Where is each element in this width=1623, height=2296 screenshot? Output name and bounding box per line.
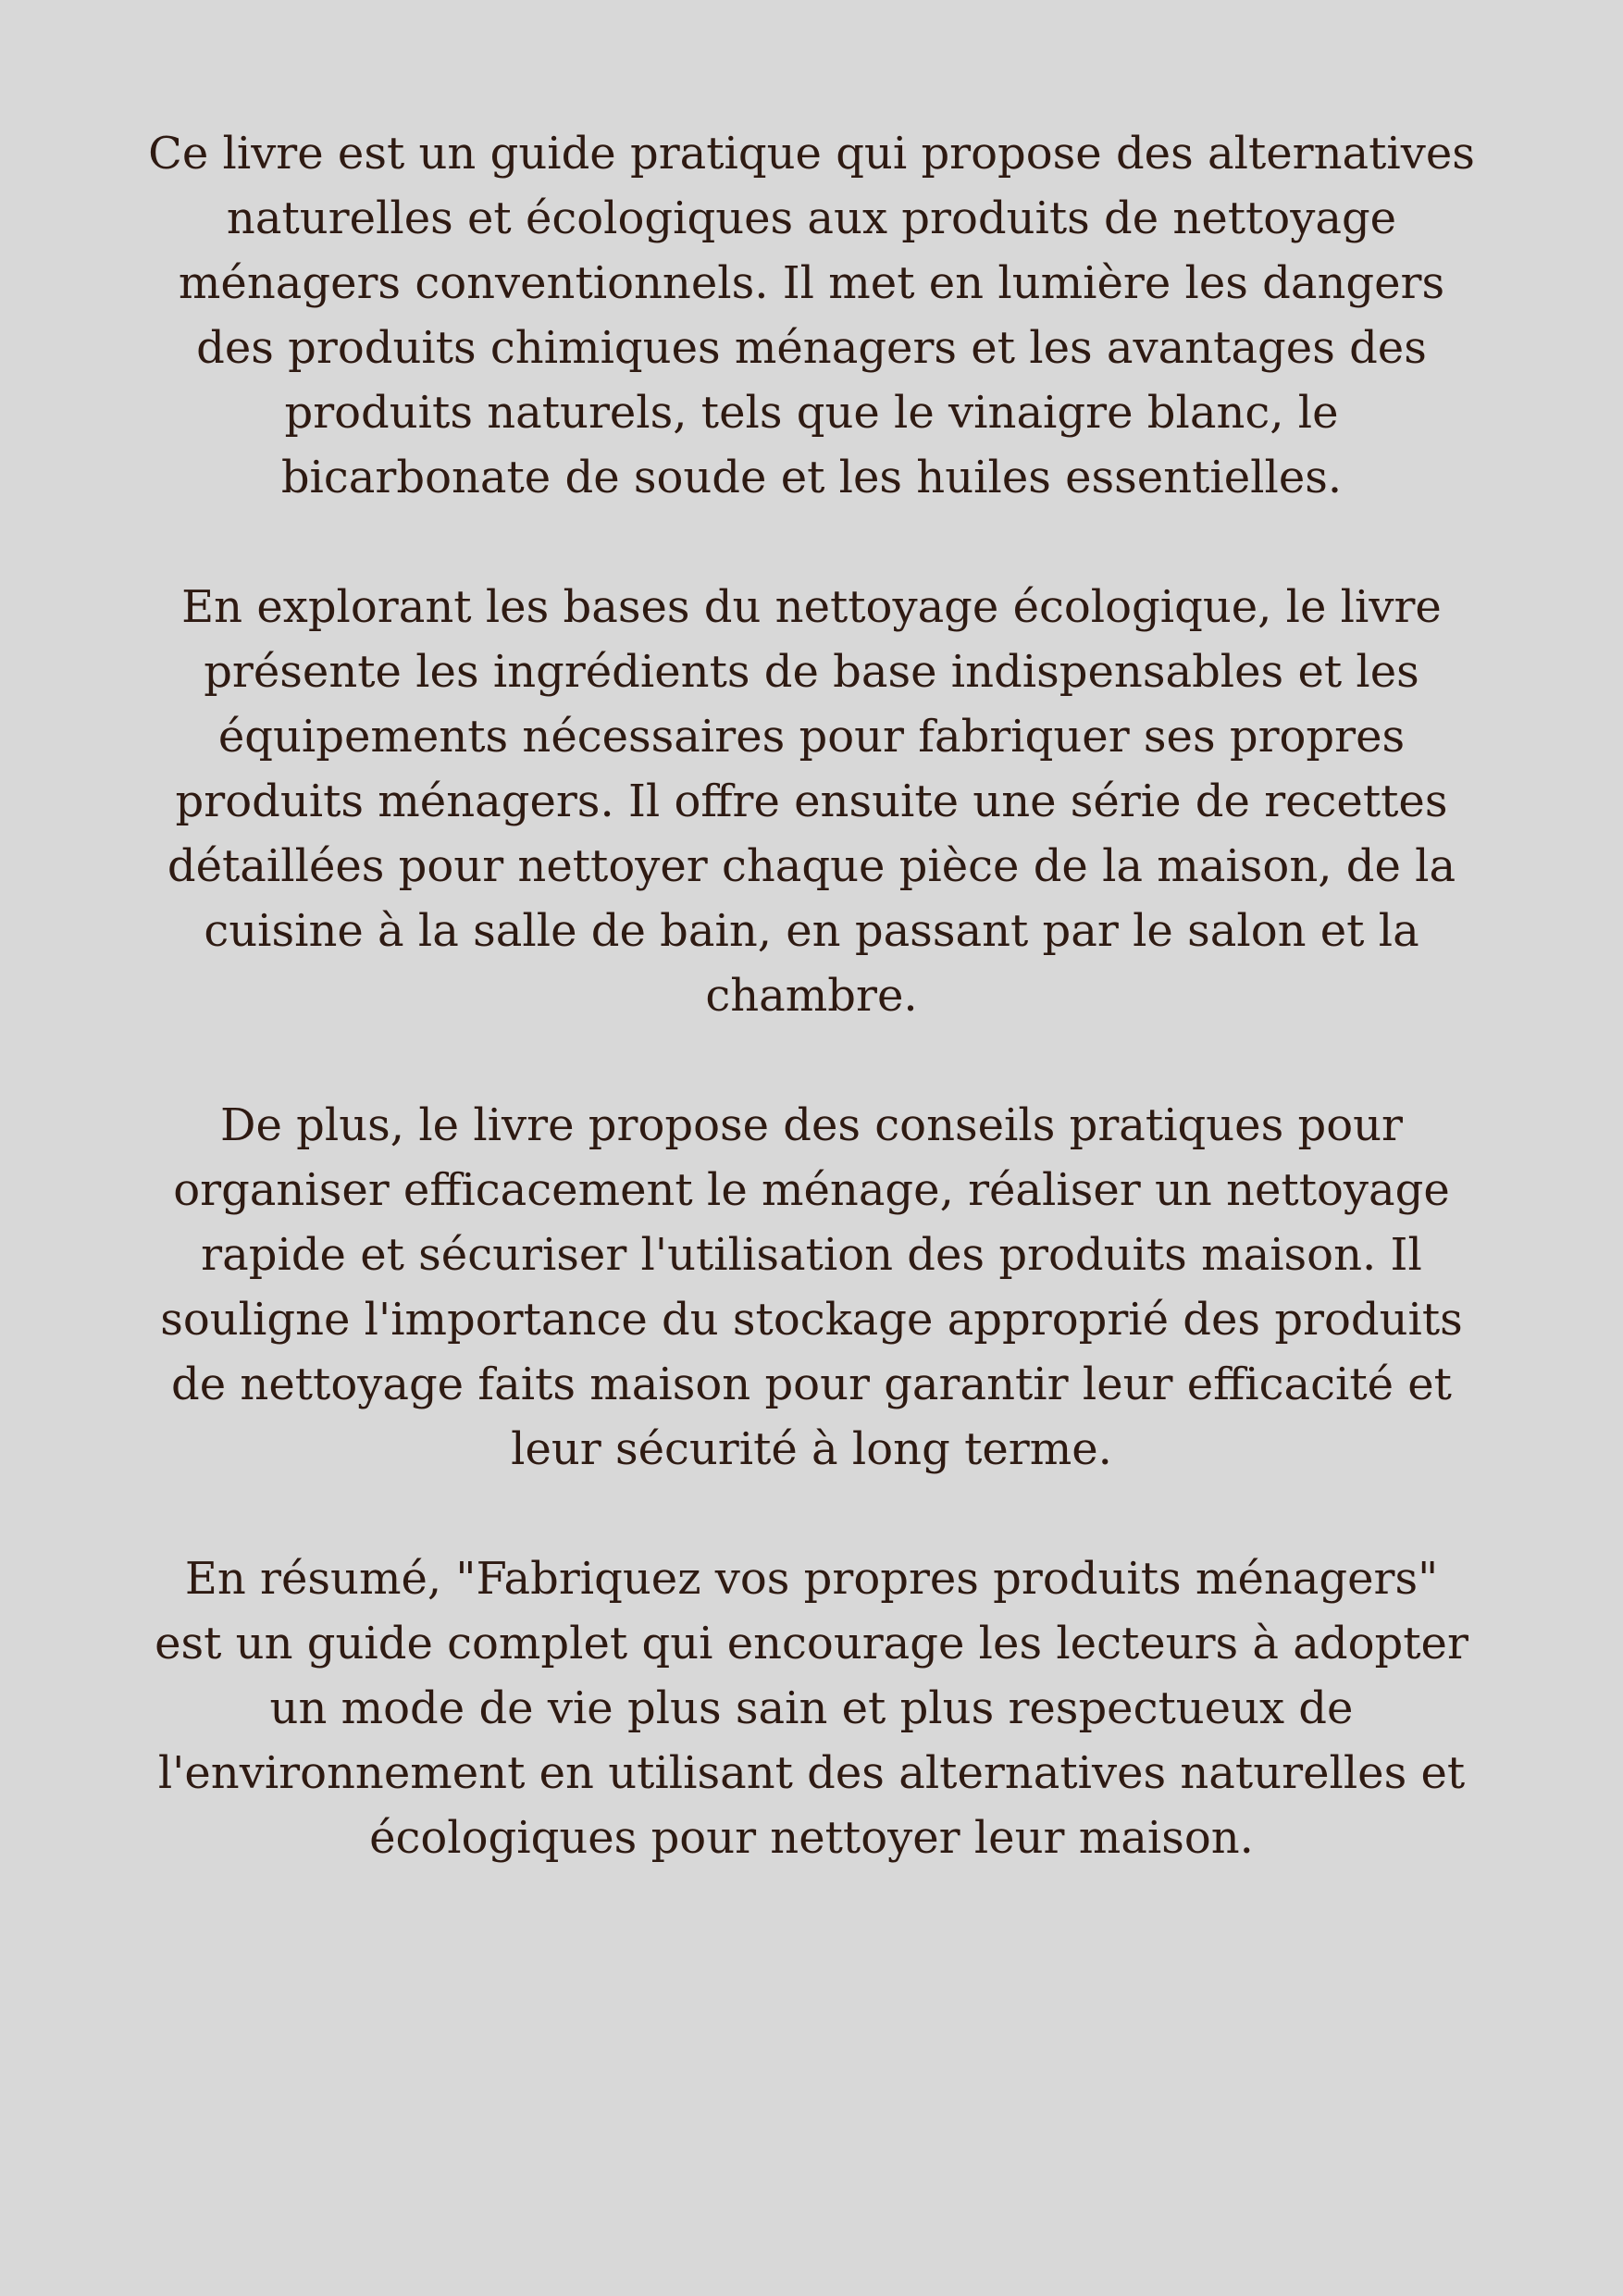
paragraph-summary: En résumé, "Fabriquez vos propres produits ménagers" est un guide complet qui encourage les lecteurs à adopter un mode de vie plus sain et plus respectueux de l'environnement en utilisant des alternatives naturelles et écologiques pour nettoyer leur maison. [155,1553,1468,1864]
book-summary [148,121,1475,1870]
paragraph-tips: De plus, le livre propose des conseils pratiques pour organiser efficacement le ménage, réaliser un nettoyage rapide et sécuriser l'utilisation des produits maison. Il souligne l'importance du stockage approprié des produits de nettoyage faits maison pour garantir leur efficacité et leur sécurité à long terme. [160,1099,1463,1475]
paragraph-intro: Ce livre est un guide pratique qui propose des alternatives naturelles et écologiques aux produits de nettoyage ménagers conventionnels. Il met en lumière les dangers des produits chimiques ménagers et les avantages des produits naturels, tels que le vinaigre blanc, le bicarbonate de soude et les huiles essentielles. [148,128,1475,503]
paragraph-basics: En explorant les bases du nettoyage écologique, le livre présente les ingrédients de base indispensables et les équipements nécessaires pour fabriquer ses propres produits ménagers. Il offre ensuite une série de recettes détaillées pour nettoyer chaque pièce de la maison, de la cuisine à la salle de bain, en passant par le salon et la chambre. [167,581,1456,1022]
